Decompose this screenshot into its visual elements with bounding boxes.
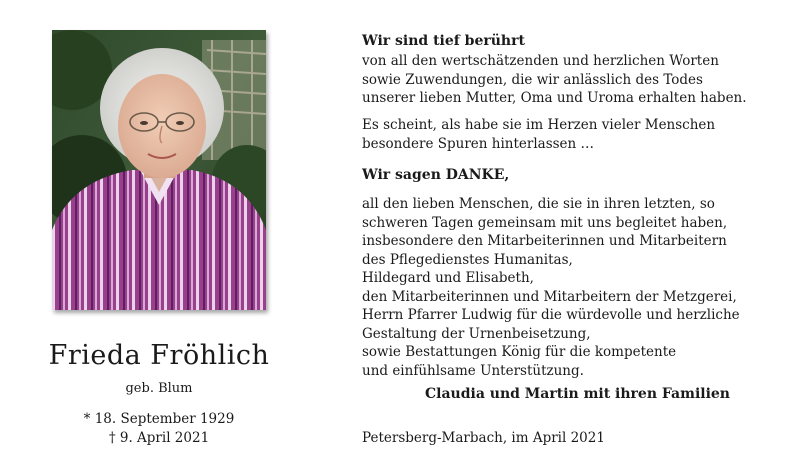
paragraph-traces — [362, 116, 762, 153]
maiden-name: geb. Blum — [125, 381, 193, 396]
text-line: sowie Zuwendungen, die wir anlässlich des Todes — [362, 71, 703, 88]
text-line: und einfühlsame Unterstützung. — [362, 362, 584, 379]
portrait-photo — [52, 30, 266, 310]
paragraph-acknowledgements — [362, 195, 762, 380]
text-line: Gestaltung der Urnenbeisetzung, — [362, 325, 591, 342]
death-date: † 9. April 2021 — [108, 430, 210, 446]
signature-family: Claudia und Martin mit ihren Familien — [425, 386, 730, 402]
text-line: Herrn Pfarrer Ludwig für die würdevolle und herzliche — [362, 307, 740, 323]
paragraph-thanks-words — [362, 52, 762, 108]
text-line: von all den wertschätzenden und herzlichen Worten — [362, 53, 719, 69]
deceased-name: Frieda Fröhlich — [48, 340, 270, 371]
text-line: des Pflegedienstes Humanitas, — [362, 251, 573, 268]
text-line: unserer lieben Mutter, Oma und Uroma erhalten haben. — [362, 90, 747, 106]
text-line: schweren Tagen gemeinsam mit uns begleitet haben, — [362, 214, 728, 231]
heading-touched: Wir sind tief berührt — [362, 33, 525, 49]
text-line: Hildegard und Elisabeth, — [362, 270, 534, 286]
text-line: den Mitarbeiterinnen und Mitarbeitern der Metzgerei, — [362, 288, 737, 305]
text-line: sowie Bestattungen König für die kompetente — [362, 344, 677, 360]
text-line: besondere Spuren hinterlassen … — [362, 135, 595, 152]
text-line: Es scheint, als habe sie im Herzen vieler Menschen — [362, 117, 716, 133]
text-line: insbesondere den Mitarbeiterinnen und Mitarbeitern — [362, 233, 727, 249]
heading-thanks: Wir sagen DANKE, — [362, 167, 510, 183]
place-date: Petersberg-Marbach, im April 2021 — [362, 430, 605, 446]
text-line: all den lieben Menschen, die sie in ihren letzten, so — [362, 196, 715, 212]
birth-date: * 18. September 1929 — [83, 411, 235, 427]
